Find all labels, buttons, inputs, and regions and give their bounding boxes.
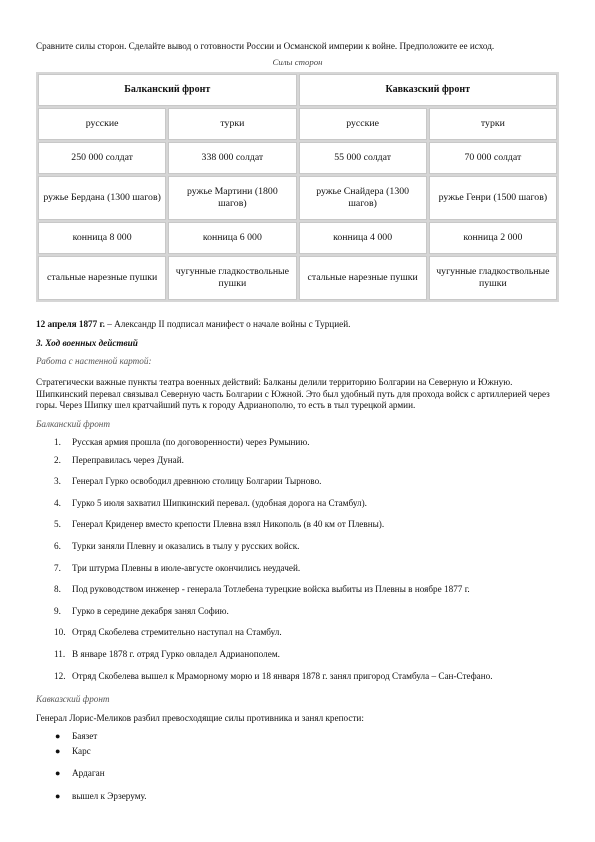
list-item (36, 541, 559, 553)
list-item-text: Ардаган (72, 768, 105, 779)
table-cell: чугунные гладкоствольные пушки (168, 256, 296, 300)
list-item-text: Генерал Криденер вместо крепости Плевна взял Никополь (в 40 км от Плевны). (72, 519, 385, 530)
side-header: турки (168, 108, 296, 140)
caucasus-paragraph: Генерал Лорис-Меликов разбил превосходящие силы противника и занял крепости: (36, 713, 364, 723)
list-item (36, 437, 559, 449)
table-cell: конница 8 000 (38, 222, 166, 254)
list-item (36, 731, 559, 743)
side-header: русские (38, 108, 166, 140)
strategic-paragraph: Стратегически важные пункты театра военных действий: Балканы делили территорию Болгарии на Северную и Южную. Шипкинский перевал связывал Северную часть Болгарии с Южной. Это был удобный путь для прохода войск с артиллерией через горы. Через Шипку шел кратчайший путь к городу Адрианополю, то есть в тыл турецкой армии. (36, 377, 550, 411)
list-item-number: 8. (54, 584, 61, 595)
list-item (36, 627, 559, 639)
date-line (36, 319, 559, 331)
list-item-text: Под руководством инженер - генерала Тотлебена турецкие войска выбиты из Плевны в ноябре 1877 г. (72, 584, 470, 595)
list-item-number: 11. (54, 648, 66, 659)
list-item-text: Переправилась через Дунай. (72, 454, 184, 465)
list-item-number: 5. (54, 519, 61, 530)
table-cell: 250 000 солдат (38, 142, 166, 174)
side-header: русские (299, 108, 427, 140)
table-cell: 338 000 солдат (168, 142, 296, 174)
intro-text: Сравните силы сторон. Сделайте вывод о готовности России и Османской империи к войне. Предположите ее исход. (36, 41, 495, 51)
list-item (36, 519, 559, 531)
list-item-text: Карс (72, 745, 91, 756)
table-cell: ружье Снайдера (1300 шагов) (299, 176, 427, 220)
list-item (36, 498, 559, 510)
bullet-icon: ● (55, 768, 61, 779)
list-item-text: В январе 1878 г. отряд Гурко овладел Адрианополем. (72, 648, 280, 659)
list-item-number: 12. (54, 670, 66, 681)
table-cell: стальные нарезные пушки (38, 256, 166, 300)
list-item-text: Генерал Гурко освободил древнюю столицу Болгарии Тырново. (72, 476, 322, 487)
list-item (36, 768, 559, 780)
table-cell: конница 6 000 (168, 222, 296, 254)
list-item-number: 3. (54, 476, 61, 487)
front-header-caucasus: Кавказский фронт (299, 74, 558, 106)
balkan-front-label: Балканский фронт (36, 419, 111, 429)
bullet-icon: ● (55, 790, 61, 801)
table-cell: конница 4 000 (299, 222, 427, 254)
table-cell: 55 000 солдат (299, 142, 427, 174)
list-item-text: Отряд Скобелева стремительно наступал на Стамбул. (72, 627, 282, 638)
table-cell: чугунные гладкоствольные пушки (429, 256, 557, 300)
table-cell: стальные нарезные пушки (299, 256, 427, 300)
list-item-text: Гурко в середине декабря занял Софию. (72, 605, 229, 616)
front-header-balkan: Балканский фронт (38, 74, 297, 106)
bullet-icon: ● (55, 745, 61, 756)
list-item (36, 791, 559, 803)
list-item (36, 606, 559, 618)
list-item (36, 455, 559, 467)
list-item-text: Турки заняли Плевну и оказались в тылу у русских войск. (72, 540, 300, 551)
list-item-text: Три штурма Плевны в июле-августе окончились неудачей. (72, 562, 301, 573)
date-line-text: – Александр II подписал манифест о начале войны с Турцией. (104, 319, 351, 329)
table-cell: 70 000 солдат (429, 142, 557, 174)
list-item-number: 1. (54, 437, 61, 447)
list-item (36, 584, 559, 596)
list-item-number: 2. (54, 454, 61, 465)
list-item-text: Русская армия прошла (по договоренности) через Румынию. (72, 437, 310, 447)
list-item (36, 476, 559, 488)
table-cell: конница 2 000 (429, 222, 557, 254)
balkan-events-list (36, 437, 559, 682)
fortresses-list (36, 731, 559, 802)
date-line-date: 12 апреля 1877 г. (36, 319, 105, 329)
bullet-icon: ● (55, 731, 61, 741)
list-item-text: Отряд Скобелева вышел к Мраморному морю и 18 января 1878 г. занял пригород Стамбула – Сан-Стефано. (72, 670, 493, 681)
list-item-number: 6. (54, 540, 61, 551)
table-cell: ружье Бердана (1300 шагов) (38, 176, 166, 220)
list-item-number: 9. (54, 605, 61, 616)
section-title: 3. Ход военных действий (36, 338, 138, 348)
list-item-text: Гурко 5 июля захватил Шипкинский перевал. (удобная дорога на Стамбул). (72, 497, 367, 508)
table-caption: Силы сторон (272, 57, 323, 67)
caucasus-front-label: Кавказский фронт (36, 694, 110, 704)
list-item (36, 649, 559, 661)
table-cell: ружье Генри (1500 шагов) (429, 176, 557, 220)
list-item (36, 563, 559, 575)
list-item-number: 4. (54, 497, 61, 508)
list-item-text: вышел к Эрзеруму. (72, 790, 147, 801)
forces-table (36, 72, 559, 302)
list-item-number: 10. (54, 627, 66, 638)
table-cell: ружье Мартини (1800 шагов) (168, 176, 296, 220)
side-header: турки (429, 108, 557, 140)
map-work-label: Работа с настенной картой: (36, 356, 152, 366)
list-item-number: 7. (54, 562, 61, 573)
list-item (36, 671, 559, 683)
list-item (36, 746, 559, 758)
list-item-text: Баязет (72, 731, 98, 741)
